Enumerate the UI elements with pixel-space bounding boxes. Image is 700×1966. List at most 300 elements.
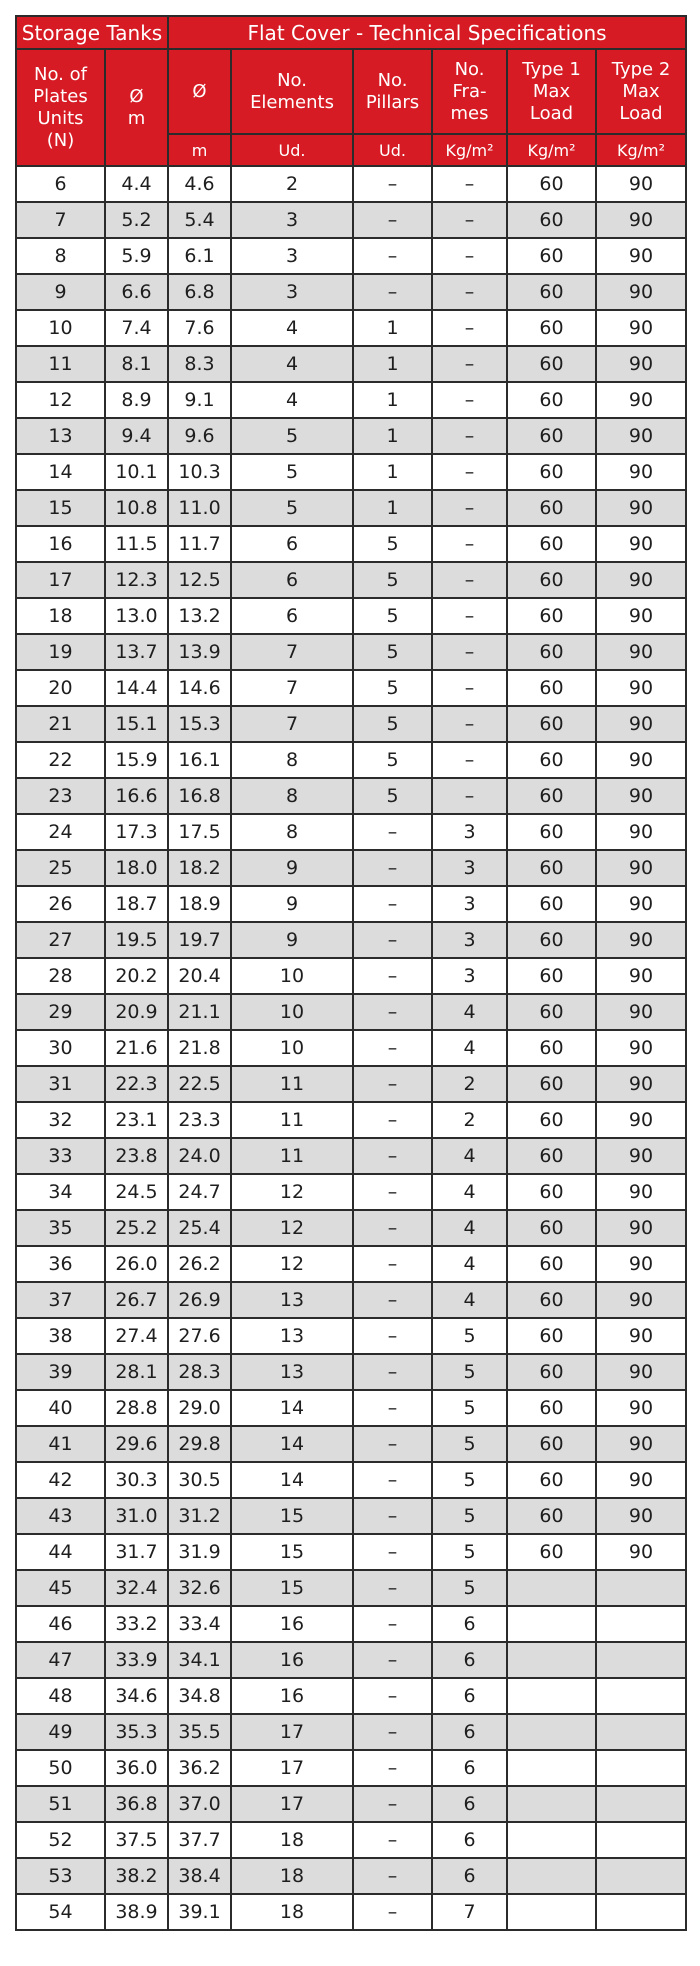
cell-cover-diameter: 33.4 (168, 1606, 231, 1642)
cell-type1-load: 60 (507, 418, 596, 454)
cell-type2-load: 90 (596, 886, 686, 922)
cell-plates: 28 (16, 958, 105, 994)
col-label-pillars: No. Pillars (365, 69, 420, 113)
cell-plates: 33 (16, 1138, 105, 1174)
cell-type1-load: 60 (507, 886, 596, 922)
table-row (16, 670, 686, 706)
cell-plates: 52 (16, 1822, 105, 1858)
cell-tank-diameter: 38.9 (105, 1894, 168, 1930)
cell-frames: – (432, 742, 507, 778)
cell-type1-load: 60 (507, 1354, 596, 1390)
cell-elements: 5 (231, 454, 353, 490)
cell-type2-load: 90 (596, 922, 686, 958)
cell-type2-load: 90 (596, 1138, 686, 1174)
cell-pillars: – (353, 1210, 432, 1246)
cell-pillars: – (353, 994, 432, 1030)
cell-tank-diameter: 31.0 (105, 1498, 168, 1534)
cell-plates: 35 (16, 1210, 105, 1246)
cell-elements: 6 (231, 526, 353, 562)
cell-frames: 5 (432, 1354, 507, 1390)
cell-plates: 50 (16, 1750, 105, 1786)
cell-pillars: 5 (353, 526, 432, 562)
cell-frames: – (432, 382, 507, 418)
table-row (16, 490, 686, 526)
cell-plates: 6 (16, 166, 105, 202)
table-row (16, 1714, 686, 1750)
cell-tank-diameter: 7.4 (105, 310, 168, 346)
cell-type1-load (507, 1678, 596, 1714)
table-row (16, 1750, 686, 1786)
cell-tank-diameter: 26.0 (105, 1246, 168, 1282)
cell-plates: 39 (16, 1354, 105, 1390)
cell-plates: 14 (16, 454, 105, 490)
cell-type1-load: 60 (507, 202, 596, 238)
cell-type1-load: 60 (507, 490, 596, 526)
unit-pillars: Ud. (353, 134, 432, 166)
table-row (16, 562, 686, 598)
cell-elements: 14 (231, 1462, 353, 1498)
cell-type2-load: 90 (596, 562, 686, 598)
cell-pillars: – (353, 814, 432, 850)
table-row (16, 346, 686, 382)
table-row (16, 1426, 686, 1462)
cell-frames: – (432, 634, 507, 670)
cell-plates: 11 (16, 346, 105, 382)
cell-cover-diameter: 26.2 (168, 1246, 231, 1282)
cell-tank-diameter: 33.9 (105, 1642, 168, 1678)
table-row (16, 1174, 686, 1210)
table-row (16, 1570, 686, 1606)
cell-pillars: – (353, 1102, 432, 1138)
col-header-cover-diameter (168, 49, 231, 134)
cell-elements: 5 (231, 490, 353, 526)
cell-cover-diameter: 24.7 (168, 1174, 231, 1210)
cell-type2-load: 90 (596, 1462, 686, 1498)
table-row (16, 202, 686, 238)
cell-cover-diameter: 24.0 (168, 1138, 231, 1174)
cell-tank-diameter: 15.9 (105, 742, 168, 778)
cell-type2-load: 90 (596, 742, 686, 778)
table-row (16, 922, 686, 958)
cell-tank-diameter: 28.1 (105, 1354, 168, 1390)
cell-plates: 49 (16, 1714, 105, 1750)
col-header-type1-load (507, 49, 596, 134)
cell-type1-load (507, 1858, 596, 1894)
cell-type1-load: 60 (507, 1030, 596, 1066)
cell-type1-load: 60 (507, 706, 596, 742)
cell-pillars: – (353, 1318, 432, 1354)
cell-elements: 15 (231, 1570, 353, 1606)
cell-elements: 6 (231, 562, 353, 598)
cell-plates: 32 (16, 1102, 105, 1138)
cell-elements: 3 (231, 202, 353, 238)
cell-cover-diameter: 14.6 (168, 670, 231, 706)
cell-tank-diameter: 20.2 (105, 958, 168, 994)
cell-tank-diameter: 5.9 (105, 238, 168, 274)
cell-type1-load: 60 (507, 1138, 596, 1174)
cell-type1-load: 60 (507, 778, 596, 814)
cell-elements: 17 (231, 1714, 353, 1750)
cell-cover-diameter: 10.3 (168, 454, 231, 490)
cell-plates: 53 (16, 1858, 105, 1894)
cell-pillars: – (353, 1750, 432, 1786)
table-row (16, 1786, 686, 1822)
cell-elements: 12 (231, 1246, 353, 1282)
group-header-storage-tanks: Storage Tanks (16, 16, 168, 49)
cell-type2-load: 90 (596, 994, 686, 1030)
col-label-type1-load: Type 1 Max Load (522, 58, 581, 124)
unit-elements: Ud. (231, 134, 353, 166)
cell-plates: 12 (16, 382, 105, 418)
cell-cover-diameter: 23.3 (168, 1102, 231, 1138)
cell-cover-diameter: 29.0 (168, 1390, 231, 1426)
cell-elements: 9 (231, 922, 353, 958)
col-header-plates (16, 49, 105, 166)
cell-type2-load: 90 (596, 526, 686, 562)
cell-type1-load: 60 (507, 526, 596, 562)
cell-frames: 3 (432, 922, 507, 958)
cell-cover-diameter: 6.1 (168, 238, 231, 274)
cell-pillars: – (353, 1498, 432, 1534)
cell-pillars: 5 (353, 562, 432, 598)
cell-plates: 47 (16, 1642, 105, 1678)
cell-pillars: – (353, 238, 432, 274)
cell-pillars: – (353, 202, 432, 238)
cell-cover-diameter: 30.5 (168, 1462, 231, 1498)
cell-tank-diameter: 10.1 (105, 454, 168, 490)
cell-elements: 13 (231, 1354, 353, 1390)
cell-frames: – (432, 706, 507, 742)
cell-type2-load: 90 (596, 1354, 686, 1390)
cell-type2-load: 90 (596, 310, 686, 346)
cell-tank-diameter: 30.3 (105, 1462, 168, 1498)
cell-type1-load: 60 (507, 346, 596, 382)
table-row (16, 994, 686, 1030)
cell-cover-diameter: 34.8 (168, 1678, 231, 1714)
cell-frames: – (432, 670, 507, 706)
cell-plates: 43 (16, 1498, 105, 1534)
cell-tank-diameter: 23.8 (105, 1138, 168, 1174)
cell-type1-load: 60 (507, 1390, 596, 1426)
cell-type2-load (596, 1786, 686, 1822)
cell-elements: 16 (231, 1678, 353, 1714)
cell-cover-diameter: 35.5 (168, 1714, 231, 1750)
cell-frames: 5 (432, 1534, 507, 1570)
cell-type2-load: 90 (596, 490, 686, 526)
table-row (16, 1678, 686, 1714)
table-row (16, 1066, 686, 1102)
cell-elements: 18 (231, 1894, 353, 1930)
cell-cover-diameter: 34.1 (168, 1642, 231, 1678)
cell-type1-load: 60 (507, 598, 596, 634)
cell-elements: 12 (231, 1210, 353, 1246)
cell-tank-diameter: 19.5 (105, 922, 168, 958)
cell-pillars: 5 (353, 706, 432, 742)
cell-cover-diameter: 13.2 (168, 598, 231, 634)
cell-tank-diameter: 33.2 (105, 1606, 168, 1642)
cell-cover-diameter: 21.1 (168, 994, 231, 1030)
cell-plates: 19 (16, 634, 105, 670)
cell-tank-diameter: 16.6 (105, 778, 168, 814)
cell-tank-diameter: 12.3 (105, 562, 168, 598)
cell-frames: 4 (432, 1210, 507, 1246)
cell-cover-diameter: 27.6 (168, 1318, 231, 1354)
col-header-type2-load (596, 49, 686, 134)
cell-plates: 30 (16, 1030, 105, 1066)
cell-tank-diameter: 35.3 (105, 1714, 168, 1750)
cell-tank-diameter: 18.0 (105, 850, 168, 886)
cell-type2-load (596, 1750, 686, 1786)
cell-plates: 22 (16, 742, 105, 778)
cell-frames: 6 (432, 1678, 507, 1714)
cell-elements: 18 (231, 1858, 353, 1894)
cell-type2-load: 90 (596, 706, 686, 742)
cell-frames: – (432, 418, 507, 454)
cell-type1-load: 60 (507, 238, 596, 274)
cell-cover-diameter: 32.6 (168, 1570, 231, 1606)
cell-tank-diameter: 22.3 (105, 1066, 168, 1102)
cell-type2-load: 90 (596, 274, 686, 310)
cell-elements: 7 (231, 634, 353, 670)
cell-frames: 4 (432, 1138, 507, 1174)
cell-type1-load: 60 (507, 994, 596, 1030)
cell-type2-load: 90 (596, 850, 686, 886)
cell-plates: 20 (16, 670, 105, 706)
cell-pillars: – (353, 1426, 432, 1462)
table-row (16, 1390, 686, 1426)
cell-cover-diameter: 38.4 (168, 1858, 231, 1894)
table-row (16, 958, 686, 994)
cell-type2-load: 90 (596, 958, 686, 994)
cell-type2-load: 90 (596, 1066, 686, 1102)
table-row (16, 238, 686, 274)
col-label-cover-diameter: Ø (192, 80, 207, 102)
cell-plates: 17 (16, 562, 105, 598)
cell-type1-load: 60 (507, 922, 596, 958)
spec-table (15, 15, 687, 1931)
cell-frames: – (432, 562, 507, 598)
cell-tank-diameter: 38.2 (105, 1858, 168, 1894)
cell-cover-diameter: 9.1 (168, 382, 231, 418)
cell-elements: 4 (231, 382, 353, 418)
cell-cover-diameter: 15.3 (168, 706, 231, 742)
cell-frames: 6 (432, 1822, 507, 1858)
cell-frames: 5 (432, 1570, 507, 1606)
cell-tank-diameter: 36.0 (105, 1750, 168, 1786)
cell-tank-diameter: 23.1 (105, 1102, 168, 1138)
cell-cover-diameter: 20.4 (168, 958, 231, 994)
cell-type1-load: 60 (507, 454, 596, 490)
cell-tank-diameter: 24.5 (105, 1174, 168, 1210)
cell-plates: 21 (16, 706, 105, 742)
cell-tank-diameter: 37.5 (105, 1822, 168, 1858)
table-row (16, 1534, 686, 1570)
cell-frames: 6 (432, 1642, 507, 1678)
cell-type2-load (596, 1858, 686, 1894)
cell-pillars: – (353, 1354, 432, 1390)
unit-type1-load: Kg/m² (507, 134, 596, 166)
cell-plates: 46 (16, 1606, 105, 1642)
cell-elements: 11 (231, 1066, 353, 1102)
cell-type2-load: 90 (596, 454, 686, 490)
col-header-tank-diameter (105, 49, 168, 166)
table-row (16, 382, 686, 418)
cell-pillars: – (353, 1282, 432, 1318)
cell-plates: 37 (16, 1282, 105, 1318)
col-header-pillars (353, 49, 432, 134)
col-label-tank-diameter: Ø m (127, 85, 146, 129)
cell-cover-diameter: 8.3 (168, 346, 231, 382)
table-row (16, 1822, 686, 1858)
cell-cover-diameter: 16.8 (168, 778, 231, 814)
cell-frames: 4 (432, 1282, 507, 1318)
cell-tank-diameter: 13.0 (105, 598, 168, 634)
col-label-elements: No. Elements (250, 69, 334, 113)
cell-frames: 6 (432, 1786, 507, 1822)
cell-type1-load (507, 1750, 596, 1786)
cell-pillars: – (353, 1390, 432, 1426)
cell-plates: 15 (16, 490, 105, 526)
cell-tank-diameter: 32.4 (105, 1570, 168, 1606)
cell-type1-load: 60 (507, 1102, 596, 1138)
cell-plates: 44 (16, 1534, 105, 1570)
cell-elements: 8 (231, 814, 353, 850)
group-header-flat-cover: Flat Cover - Technical Specifications (168, 16, 686, 49)
cell-tank-diameter: 31.7 (105, 1534, 168, 1570)
cell-tank-diameter: 9.4 (105, 418, 168, 454)
cell-tank-diameter: 8.9 (105, 382, 168, 418)
cell-pillars: 5 (353, 598, 432, 634)
cell-elements: 10 (231, 1030, 353, 1066)
cell-pillars: 1 (353, 346, 432, 382)
table-row (16, 454, 686, 490)
cell-type2-load: 90 (596, 166, 686, 202)
cell-pillars: – (353, 274, 432, 310)
cell-type2-load (596, 1714, 686, 1750)
cell-tank-diameter: 18.7 (105, 886, 168, 922)
unit-type2-load: Kg/m² (596, 134, 686, 166)
table-body (16, 166, 686, 1930)
cell-pillars: – (353, 1066, 432, 1102)
cell-frames: – (432, 598, 507, 634)
col-header-frames (432, 49, 507, 134)
cell-cover-diameter: 19.7 (168, 922, 231, 958)
cell-cover-diameter: 12.5 (168, 562, 231, 598)
cell-type1-load: 60 (507, 166, 596, 202)
cell-plates: 45 (16, 1570, 105, 1606)
cell-pillars: – (353, 1678, 432, 1714)
table-row (16, 1282, 686, 1318)
cell-plates: 8 (16, 238, 105, 274)
cell-elements: 4 (231, 346, 353, 382)
cell-type2-load: 90 (596, 202, 686, 238)
cell-cover-diameter: 4.6 (168, 166, 231, 202)
cell-cover-diameter: 21.8 (168, 1030, 231, 1066)
cell-type2-load (596, 1894, 686, 1930)
cell-elements: 15 (231, 1498, 353, 1534)
cell-pillars: – (353, 1138, 432, 1174)
cell-frames: 2 (432, 1102, 507, 1138)
cell-cover-diameter: 18.2 (168, 850, 231, 886)
cell-type1-load: 60 (507, 670, 596, 706)
cell-plates: 34 (16, 1174, 105, 1210)
cell-cover-diameter: 39.1 (168, 1894, 231, 1930)
cell-pillars: – (353, 166, 432, 202)
cell-type1-load: 60 (507, 1066, 596, 1102)
cell-type1-load: 60 (507, 562, 596, 598)
cell-elements: 17 (231, 1786, 353, 1822)
cell-pillars: – (353, 1894, 432, 1930)
cell-type1-load: 60 (507, 814, 596, 850)
cell-cover-diameter: 29.8 (168, 1426, 231, 1462)
cell-type1-load (507, 1786, 596, 1822)
cell-plates: 54 (16, 1894, 105, 1930)
cell-plates: 25 (16, 850, 105, 886)
cell-frames: – (432, 310, 507, 346)
cell-type2-load: 90 (596, 238, 686, 274)
cell-type2-load (596, 1606, 686, 1642)
spec-table-container (15, 15, 687, 1931)
col-label-type2-load: Type 2 Max Load (611, 58, 671, 124)
cell-plates: 9 (16, 274, 105, 310)
cell-cover-diameter: 36.2 (168, 1750, 231, 1786)
cell-plates: 16 (16, 526, 105, 562)
table-row (16, 1354, 686, 1390)
table-row (16, 1606, 686, 1642)
cell-cover-diameter: 9.6 (168, 418, 231, 454)
cell-pillars: – (353, 922, 432, 958)
cell-cover-diameter: 22.5 (168, 1066, 231, 1102)
cell-type2-load: 90 (596, 1174, 686, 1210)
cell-pillars: – (353, 1858, 432, 1894)
cell-frames: 3 (432, 814, 507, 850)
cell-tank-diameter: 20.9 (105, 994, 168, 1030)
cell-frames: 2 (432, 1066, 507, 1102)
cell-frames: 7 (432, 1894, 507, 1930)
cell-elements: 13 (231, 1282, 353, 1318)
cell-frames: 5 (432, 1462, 507, 1498)
cell-plates: 42 (16, 1462, 105, 1498)
cell-pillars: 5 (353, 778, 432, 814)
cell-pillars: 5 (353, 742, 432, 778)
cell-tank-diameter: 25.2 (105, 1210, 168, 1246)
cell-type2-load (596, 1678, 686, 1714)
cell-type2-load: 90 (596, 598, 686, 634)
cell-tank-diameter: 21.6 (105, 1030, 168, 1066)
cell-elements: 9 (231, 850, 353, 886)
unit-cover-diameter: m (168, 134, 231, 166)
cell-pillars: – (353, 1714, 432, 1750)
cell-type2-load: 90 (596, 1210, 686, 1246)
table-row (16, 814, 686, 850)
cell-cover-diameter: 7.6 (168, 310, 231, 346)
cell-type1-load: 60 (507, 1534, 596, 1570)
cell-pillars: – (353, 1462, 432, 1498)
cell-pillars: – (353, 886, 432, 922)
cell-type2-load: 90 (596, 1534, 686, 1570)
cell-cover-diameter: 11.7 (168, 526, 231, 562)
cell-frames: 4 (432, 1030, 507, 1066)
cell-type2-load: 90 (596, 382, 686, 418)
cell-tank-diameter: 8.1 (105, 346, 168, 382)
cell-pillars: – (353, 1822, 432, 1858)
cell-tank-diameter: 6.6 (105, 274, 168, 310)
cell-tank-diameter: 27.4 (105, 1318, 168, 1354)
cell-cover-diameter: 18.9 (168, 886, 231, 922)
cell-frames: 5 (432, 1426, 507, 1462)
cell-plates: 13 (16, 418, 105, 454)
cell-pillars: – (353, 1642, 432, 1678)
